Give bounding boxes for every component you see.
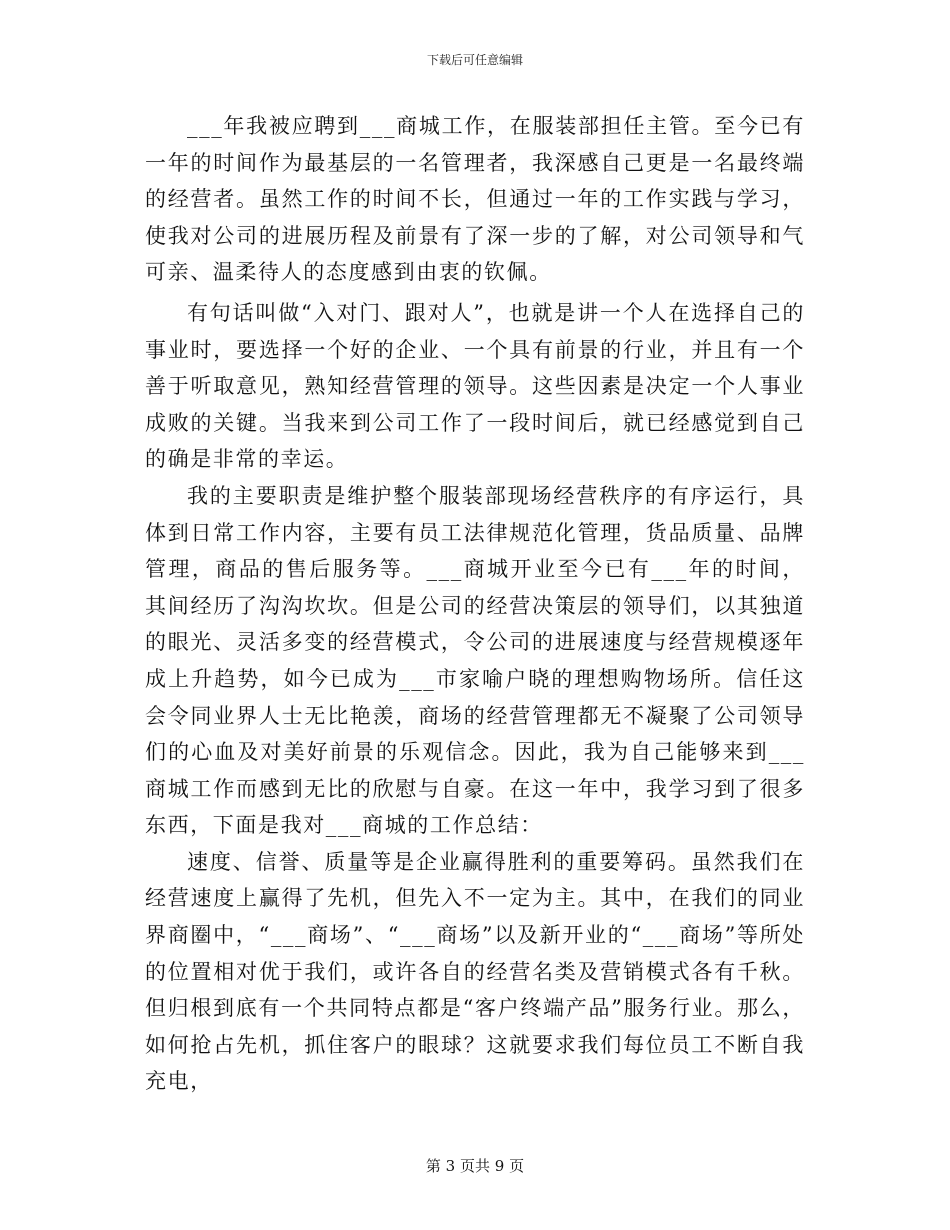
document-body (145, 108, 805, 1100)
paragraph-2: 有句话叫做“入对门、跟对人”，也就是讲一个人在选择自己的事业时，要选择一个好的企业、一个具有前景的行业，并且有一个善于听取意见，熟知经营管理的领导。这些因素是决定一个人事业成败的关键。当我来到公司工作了一段时间后，就已经感觉到自己的确是非常的幸运。 (145, 300, 805, 472)
paragraph-1: ___年我被应聘到___商城工作，在服装部担任主管。至今已有一年的时间作为最基层的一名管理者，我深感自己更是一名最终端的经营者。虽然工作的时间不长，但通过一年的工作实践与学习，使我对公司的进展历程及前景有了深一步的了解，对公司领导和气可亲、温柔待人的态度感到由衷的钦佩。 (145, 114, 805, 285)
page-header: 下载后可任意编辑 (426, 53, 523, 67)
paragraph-3: 我的主要职责是维护整个服装部现场经营秩序的有序运行，具体到日常工作内容，主要有员工法律规范化管理，货品质量、品牌管理，商品的售后服务等。___商城开业至今已有___年的时间，其间经历了沟沟坎坎。但是公司的经营决策层的领导们，以其独道的眼光、灵活多变的经营模式，令公司的进展速度与经营规模逐年成上升趋势，如今已成为___市家喻户晓的理想购物场所。信任这会令同业界人士无比艳羡，商场的经营管理都无不凝聚了公司领导们的心血及对美好前景的乐观信念。因此，我为自己能够来到___商城工作而感到无比的欣慰与自豪。在这一年中，我学习到了很多东西，下面是我对___商城的工作总结： (145, 483, 805, 838)
page-footer: 第 3 页共 9 页 (425, 1157, 525, 1175)
paragraph-4: 速度、信誉、质量等是企业赢得胜利的重要筹码。虽然我们在经营速度上赢得了先机，但先入不一定为主。其中，在我们的同业界商圈中，“___商场”、“___商场”以及新开业的“___商场”等所处的位置相对优于我们，或许各自的经营名类及营销模式各有千秋。但归根到底有一个共同特点都是“客户终端产品”服务行业。那么，如何抢占先机，抓住客户的眼球？这就要求我们每位员工不断自我充电， (145, 849, 805, 1094)
